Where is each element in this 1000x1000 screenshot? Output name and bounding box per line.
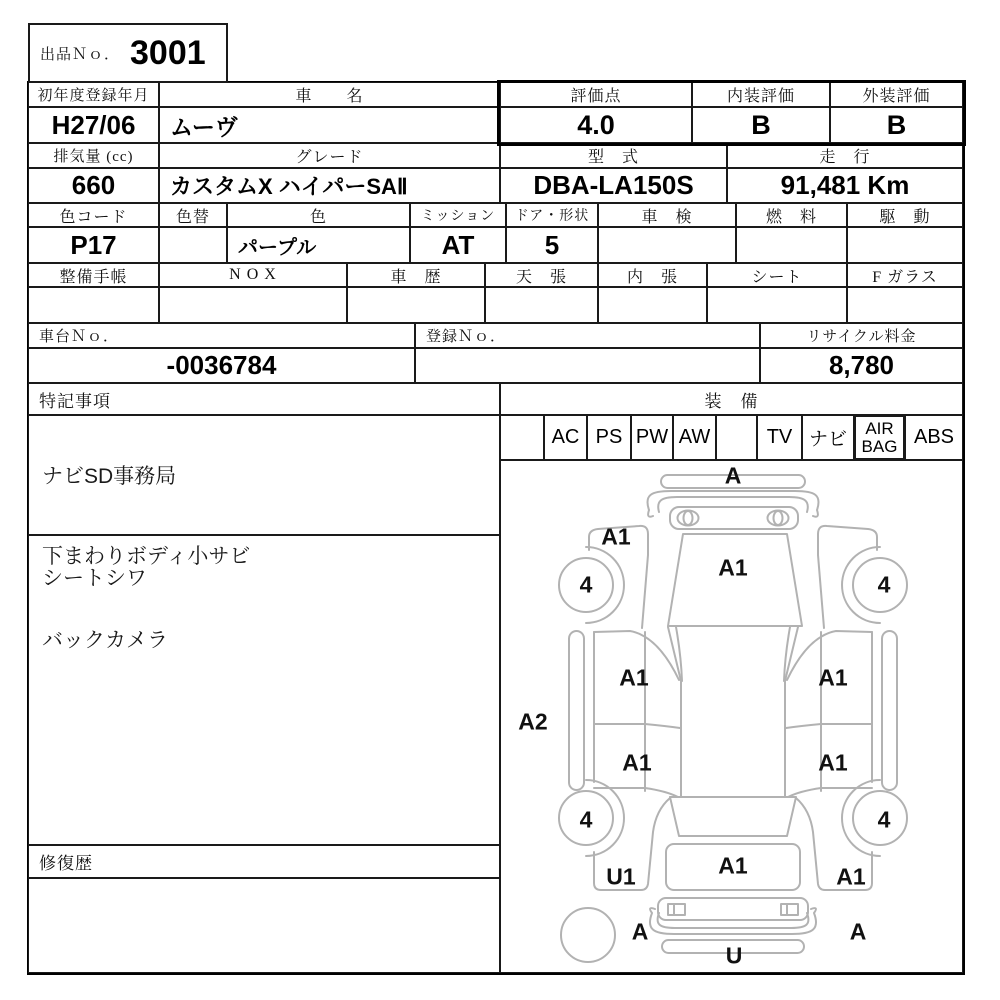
damage-label-right-rear-quarter: A1: [836, 863, 866, 890]
service-book-header: 整備手帳: [28, 263, 159, 287]
chassis-no-header: 車台Ｎｏ．: [28, 323, 415, 348]
damage-label-right-rear-door: A1: [818, 749, 848, 776]
equipment-cell-abs: ABS: [905, 415, 963, 460]
chassis-no-value: -0036784: [28, 348, 415, 383]
interior-trim-value: [598, 287, 707, 323]
damage-label-left-front-door: A1: [619, 664, 649, 691]
drive-header: 駆 動: [847, 203, 963, 227]
exterior-grade-header: 外装評価: [830, 82, 963, 107]
door-shape-header: ドア・形状: [506, 203, 598, 227]
damage-label-left-rear-quarter: U1: [606, 863, 636, 890]
seat-header: シート: [707, 263, 847, 287]
transmission-header: ミッション: [410, 203, 506, 227]
damage-label-front-bumper: A: [724, 462, 742, 489]
headliner-header: 天 張: [485, 263, 598, 287]
score-header: 評価点: [500, 82, 692, 107]
equipment-cell: [500, 415, 544, 460]
interior-grade-value: B: [692, 107, 830, 143]
first-registration-header: 初年度登録年月: [28, 82, 159, 107]
color-change-header: 色替: [159, 203, 227, 227]
score-value: 4.0: [500, 107, 692, 143]
lot-number-value: 3001: [130, 33, 206, 72]
interior-grade-header: 内装評価: [692, 82, 830, 107]
equipment-cell-airbag: AIR BAG: [854, 415, 905, 460]
lot-number-box: [28, 23, 228, 83]
damage-label-front-right-wheel: 4: [877, 571, 891, 598]
repair-history-header: 修復歴: [28, 845, 500, 878]
equipment-header: 装 備: [500, 383, 963, 415]
car-name-value: ムーヴ: [159, 107, 500, 143]
front-glass-value: [847, 287, 963, 323]
model-code-value: DBA-LA150S: [500, 168, 727, 203]
door-shape-value: 5: [506, 227, 598, 263]
nox-header: N O X: [159, 263, 347, 287]
damage-label-left-front-fender: A1: [601, 523, 631, 550]
inspection-header: 車 検: [598, 203, 736, 227]
damage-label-front-left-wheel: 4: [579, 571, 593, 598]
equipment-cell-tv: TV: [757, 415, 802, 460]
fuel-header: 燃 料: [736, 203, 847, 227]
seat-value: [707, 287, 847, 323]
damage-label-rear-bumper-right: A: [849, 918, 867, 945]
front-glass-header: F ガラス: [847, 263, 963, 287]
color-header: 色: [227, 203, 410, 227]
grade-value: カスタムX ハイパーSAⅡ: [159, 168, 500, 203]
headliner-value: [485, 287, 598, 323]
damage-label-right-front-door: A1: [818, 664, 848, 691]
displacement-header: 排気量 (cc): [28, 143, 159, 168]
color-code-value: P17: [28, 227, 159, 263]
first-registration-value: H27/06: [28, 107, 159, 143]
damage-label-windshield: A1: [718, 554, 748, 581]
service-book-value: [28, 287, 159, 323]
registration-no-value: [415, 348, 760, 383]
car-history-value: [347, 287, 485, 323]
color-code-header: 色コード: [28, 203, 159, 227]
transmission-value: AT: [410, 227, 506, 263]
equipment-cell-ps: PS: [587, 415, 631, 460]
damage-label-left-rear-door: A1: [622, 749, 652, 776]
damage-label-rear-left-wheel: 4: [579, 806, 593, 833]
equipment-cell-pw: PW: [631, 415, 673, 460]
lot-number-label: 出品Ｎｏ．: [40, 46, 121, 63]
remark-line: 下まわりボディ小サビ: [42, 545, 251, 568]
fuel-value: [736, 227, 847, 263]
displacement-value: 660: [28, 168, 159, 203]
repair-history-box: [28, 878, 500, 973]
mileage-header: 走 行: [727, 143, 963, 168]
recycle-fee-value: 8,780: [760, 348, 963, 383]
car-outline-drawing: [500, 460, 963, 973]
inspection-value: [598, 227, 736, 263]
equipment-cell-aw: AW: [673, 415, 716, 460]
equipment-cell: [716, 415, 757, 460]
damage-label-rear-right-wheel: 4: [877, 806, 891, 833]
remarks-header: 特記事項: [28, 383, 500, 415]
car-history-header: 車 歴: [347, 263, 485, 287]
recycle-fee-header: リサイクル料金: [760, 323, 963, 348]
color-change-value: [159, 227, 227, 263]
damage-label-rear-bumper-left: A: [631, 918, 649, 945]
remark-line: バックカメラ: [42, 629, 168, 652]
remark-line: シートシワ: [42, 567, 147, 590]
nox-value: [159, 287, 347, 323]
damage-label-underbody: U: [725, 942, 743, 969]
damage-label-left-rocker: A2: [518, 708, 548, 735]
equipment-cell-navi: ナビ: [802, 415, 854, 460]
damage-label-trunk: A1: [718, 852, 748, 879]
grade-header: グレード: [159, 143, 500, 168]
remark-line: ナビSD事務局: [42, 465, 177, 488]
color-value: パープル: [227, 227, 410, 263]
car-name-header: 車 名: [159, 82, 500, 107]
registration-no-header: 登録Ｎｏ．: [415, 323, 760, 348]
interior-trim-header: 内 張: [598, 263, 707, 287]
exterior-grade-value: B: [830, 107, 963, 143]
equipment-cell-ac: AC: [544, 415, 587, 460]
model-code-header: 型 式: [500, 143, 727, 168]
mileage-value: 91,481 Km: [727, 168, 963, 203]
drive-value: [847, 227, 963, 263]
